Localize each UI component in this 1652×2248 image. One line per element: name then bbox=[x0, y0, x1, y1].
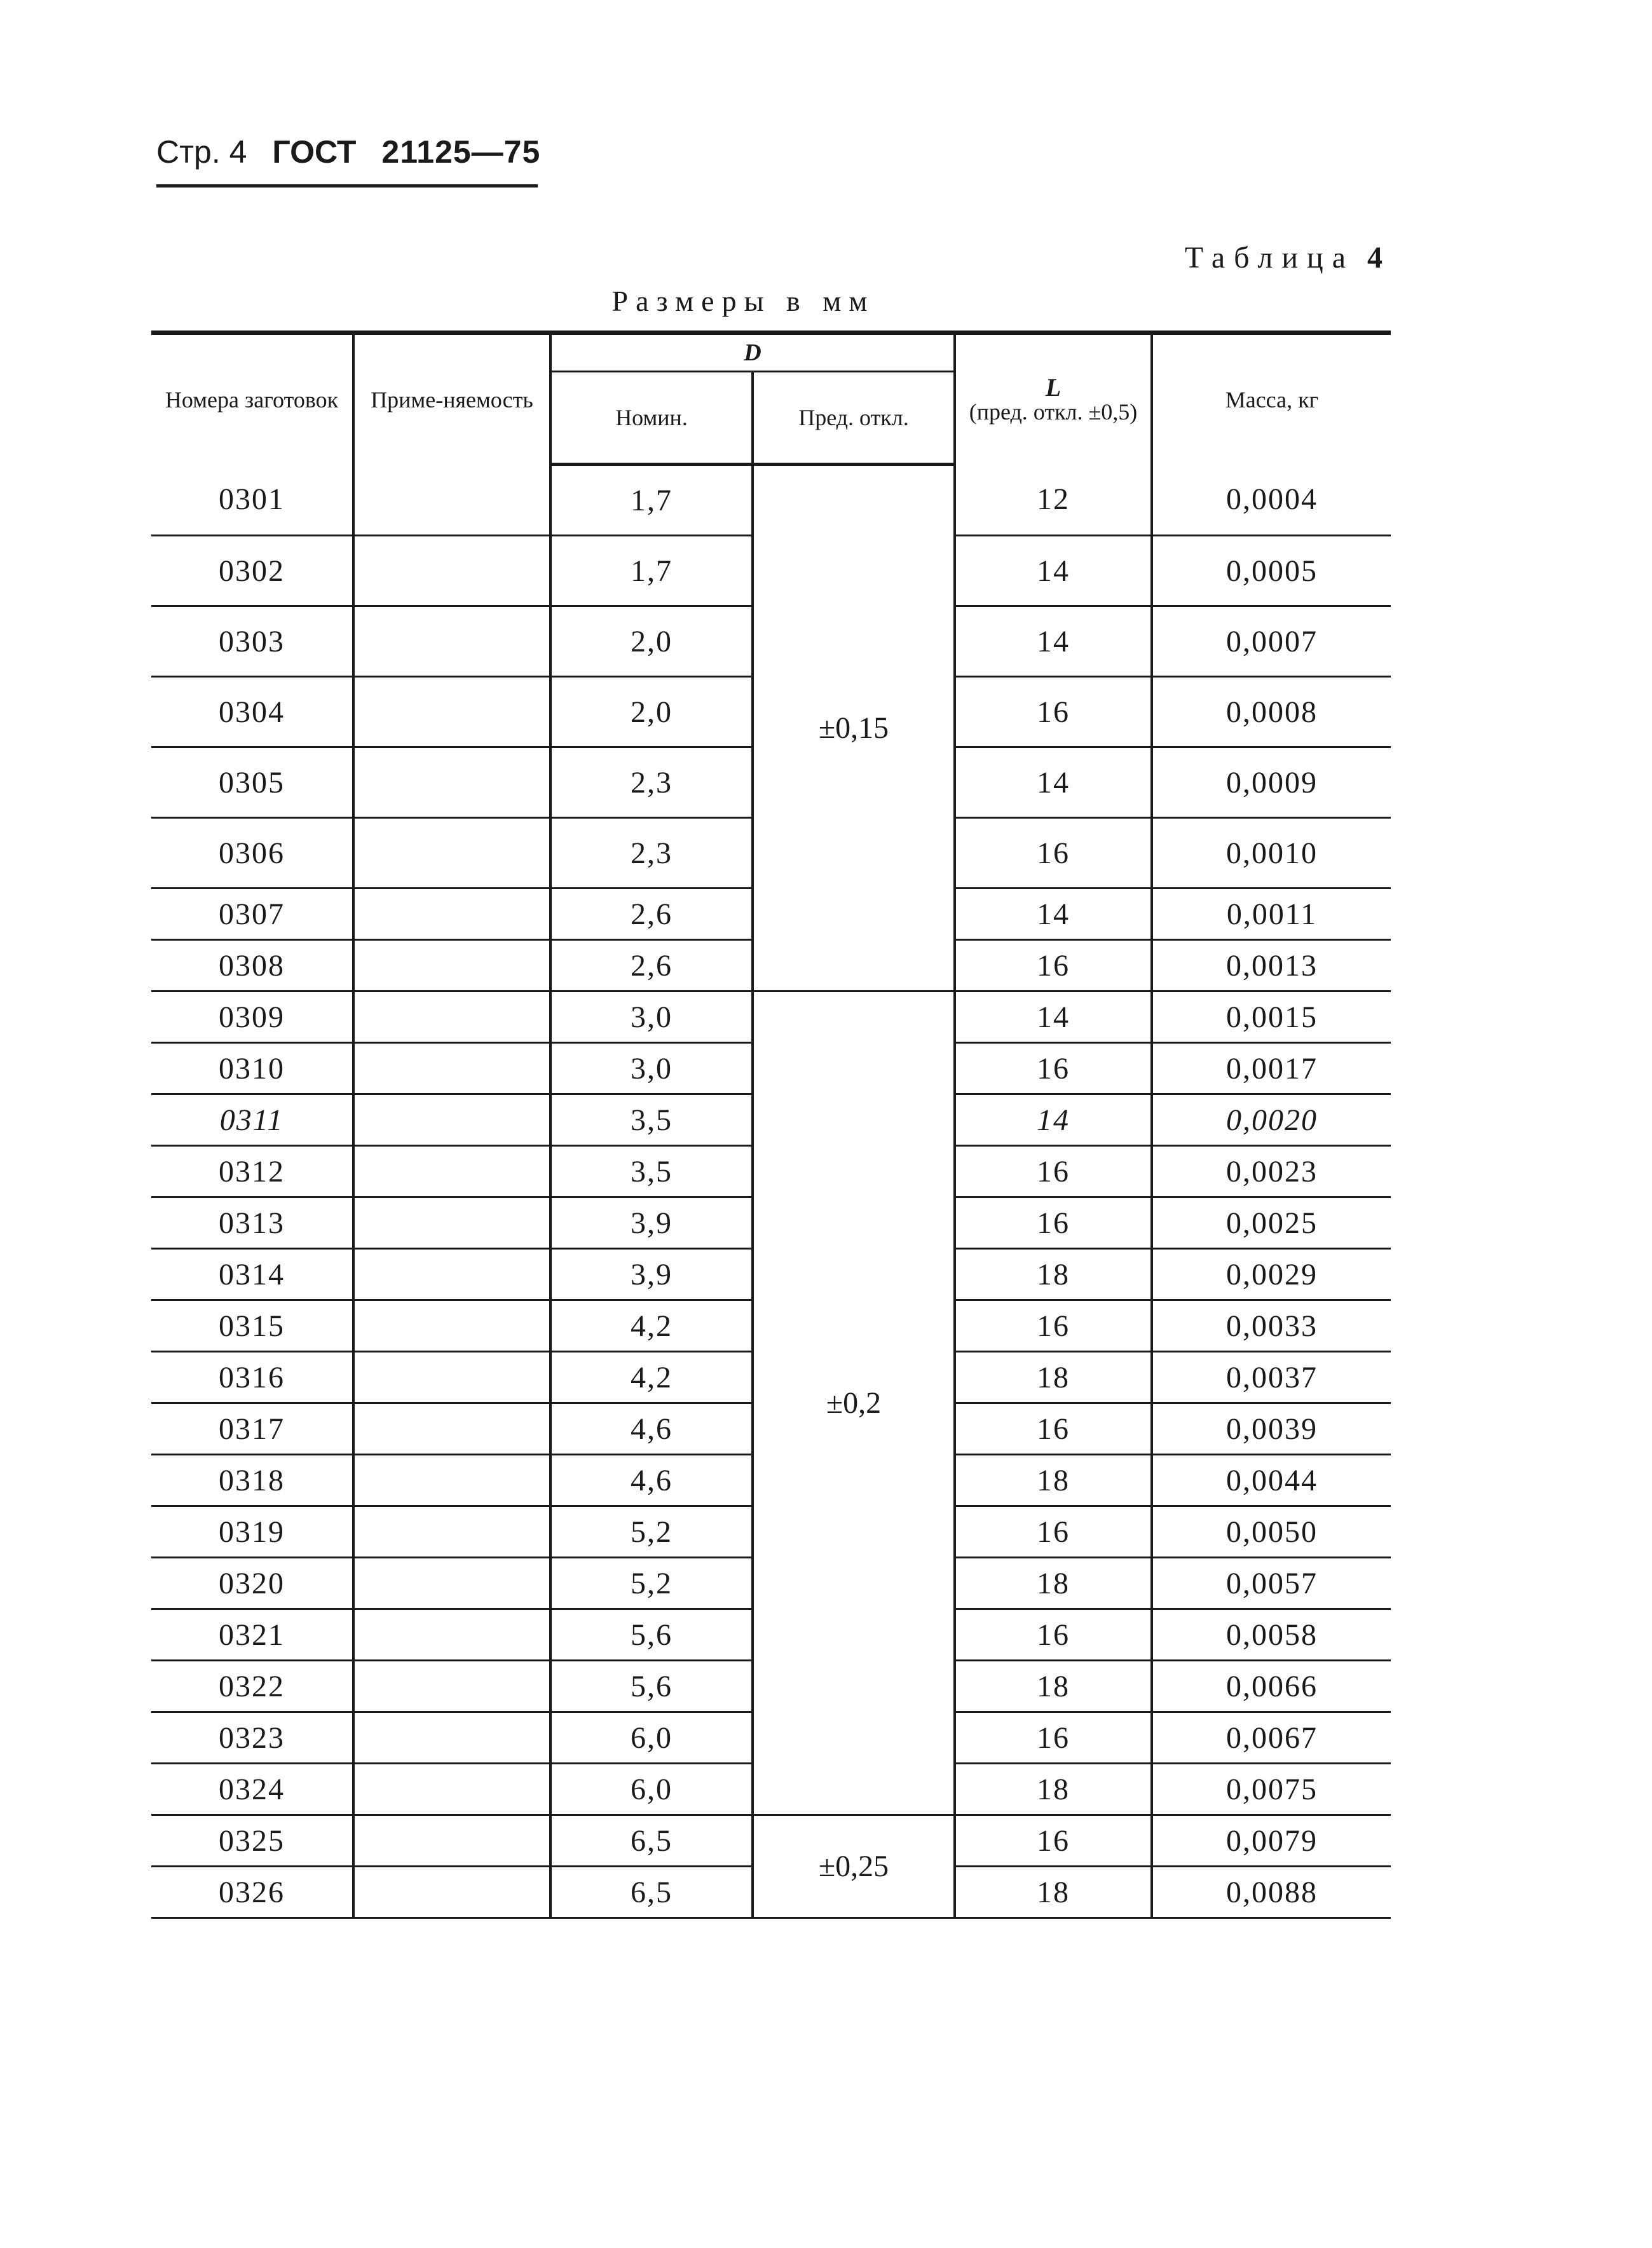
header-blank-no: Номера заготовок bbox=[151, 333, 353, 465]
cell-l: 18 bbox=[955, 1558, 1152, 1609]
cell-mass: 0,0066 bbox=[1152, 1661, 1391, 1712]
cell-l: 16 bbox=[955, 1815, 1152, 1867]
cell-l: 18 bbox=[955, 1764, 1152, 1815]
cell-applicability bbox=[353, 1043, 550, 1094]
header-d-deviation: Пред. откл. bbox=[753, 372, 955, 465]
cell-d-nominal: 3,0 bbox=[550, 991, 753, 1043]
cell-d-nominal: 5,6 bbox=[550, 1609, 753, 1661]
cell-blank-no: 0309 bbox=[151, 991, 353, 1043]
cell-applicability bbox=[353, 1609, 550, 1661]
cell-l: 18 bbox=[955, 1352, 1152, 1403]
cell-l: 16 bbox=[955, 1609, 1152, 1661]
cell-blank-no: 0301 bbox=[151, 465, 353, 536]
cell-l: 16 bbox=[955, 677, 1152, 747]
cell-l: 16 bbox=[955, 1712, 1152, 1764]
header-mass: Масса, кг bbox=[1152, 333, 1391, 465]
cell-l: 14 bbox=[955, 606, 1152, 677]
cell-applicability bbox=[353, 940, 550, 991]
standard-name: ГОСТ bbox=[272, 134, 357, 170]
cell-blank-no: 0325 bbox=[151, 1815, 353, 1867]
page-header bbox=[156, 133, 540, 170]
cell-mass: 0,0057 bbox=[1152, 1558, 1391, 1609]
cell-blank-no: 0319 bbox=[151, 1506, 353, 1558]
cell-applicability bbox=[353, 991, 550, 1043]
cell-applicability bbox=[353, 1197, 550, 1249]
cell-blank-no: 0312 bbox=[151, 1146, 353, 1197]
cell-l: 16 bbox=[955, 1506, 1152, 1558]
cell-mass: 0,0067 bbox=[1152, 1712, 1391, 1764]
cell-mass: 0,0058 bbox=[1152, 1609, 1391, 1661]
cell-mass: 0,0025 bbox=[1152, 1197, 1391, 1249]
cell-mass: 0,0011 bbox=[1152, 889, 1391, 940]
units-note-row bbox=[0, 284, 1652, 318]
cell-blank-no: 0315 bbox=[151, 1300, 353, 1352]
header-l-note: (пред. откл. ±0,5) bbox=[969, 399, 1138, 425]
cell-d-nominal: 3,9 bbox=[550, 1249, 753, 1300]
cell-applicability bbox=[353, 606, 550, 677]
cell-blank-no: 0316 bbox=[151, 1352, 353, 1403]
cell-mass: 0,0007 bbox=[1152, 606, 1391, 677]
dimensions-table bbox=[151, 330, 1391, 1919]
cell-applicability bbox=[353, 747, 550, 818]
cell-d-nominal: 6,5 bbox=[550, 1815, 753, 1867]
cell-d-deviation: ±0,15 bbox=[753, 465, 955, 991]
cell-d-nominal: 4,6 bbox=[550, 1403, 753, 1455]
cell-applicability bbox=[353, 1867, 550, 1918]
cell-mass: 0,0044 bbox=[1152, 1455, 1391, 1506]
cell-blank-no: 0321 bbox=[151, 1609, 353, 1661]
header-d-nominal: Номин. bbox=[550, 372, 753, 465]
cell-blank-no: 0308 bbox=[151, 940, 353, 991]
table-row bbox=[151, 1815, 1391, 1867]
cell-blank-no: 0322 bbox=[151, 1661, 353, 1712]
cell-d-nominal: 3,0 bbox=[550, 1043, 753, 1094]
units-note: Размеры в мм bbox=[611, 285, 875, 317]
cell-mass: 0,0079 bbox=[1152, 1815, 1391, 1867]
cell-mass: 0,0013 bbox=[1152, 940, 1391, 991]
cell-d-nominal: 1,7 bbox=[550, 465, 753, 536]
cell-blank-no: 0304 bbox=[151, 677, 353, 747]
table-row bbox=[151, 991, 1391, 1043]
cell-applicability bbox=[353, 1506, 550, 1558]
header-d-group: D bbox=[550, 333, 955, 372]
cell-d-nominal: 3,5 bbox=[550, 1146, 753, 1197]
cell-d-nominal: 2,3 bbox=[550, 818, 753, 889]
cell-d-deviation: ±0,2 bbox=[753, 991, 955, 1815]
cell-blank-no: 0310 bbox=[151, 1043, 353, 1094]
cell-l: 18 bbox=[955, 1867, 1152, 1918]
cell-blank-no: 0318 bbox=[151, 1455, 353, 1506]
header-applicability: Приме-няемость bbox=[353, 333, 550, 465]
cell-mass: 0,0029 bbox=[1152, 1249, 1391, 1300]
table-body bbox=[151, 465, 1391, 1918]
cell-l: 14 bbox=[955, 536, 1152, 606]
cell-d-nominal: 4,2 bbox=[550, 1352, 753, 1403]
cell-d-nominal: 2,6 bbox=[550, 889, 753, 940]
cell-l: 14 bbox=[955, 1094, 1152, 1146]
cell-applicability bbox=[353, 889, 550, 940]
cell-d-nominal: 2,0 bbox=[550, 606, 753, 677]
cell-l: 18 bbox=[955, 1249, 1152, 1300]
cell-l: 14 bbox=[955, 889, 1152, 940]
cell-blank-no: 0320 bbox=[151, 1558, 353, 1609]
standard-number: 21125—75 bbox=[381, 134, 541, 170]
cell-mass: 0,0015 bbox=[1152, 991, 1391, 1043]
cell-mass: 0,0008 bbox=[1152, 677, 1391, 747]
cell-applicability bbox=[353, 1249, 550, 1300]
cell-l: 16 bbox=[955, 1300, 1152, 1352]
cell-mass: 0,0023 bbox=[1152, 1146, 1391, 1197]
cell-d-nominal: 1,7 bbox=[550, 536, 753, 606]
cell-applicability bbox=[353, 1661, 550, 1712]
cell-applicability bbox=[353, 1352, 550, 1403]
header-l bbox=[955, 333, 1152, 465]
cell-d-nominal: 5,2 bbox=[550, 1506, 753, 1558]
cell-applicability bbox=[353, 536, 550, 606]
cell-mass: 0,0009 bbox=[1152, 747, 1391, 818]
table-title bbox=[1185, 240, 1391, 275]
cell-applicability bbox=[353, 1146, 550, 1197]
cell-mass: 0,0088 bbox=[1152, 1867, 1391, 1918]
cell-mass: 0,0075 bbox=[1152, 1764, 1391, 1815]
table-title-number: 4 bbox=[1367, 241, 1391, 275]
cell-mass: 0,0050 bbox=[1152, 1506, 1391, 1558]
cell-d-deviation: ±0,25 bbox=[753, 1815, 955, 1918]
cell-l: 16 bbox=[955, 1043, 1152, 1094]
table-header bbox=[151, 333, 1391, 465]
cell-d-nominal: 4,2 bbox=[550, 1300, 753, 1352]
cell-l: 16 bbox=[955, 940, 1152, 991]
cell-mass: 0,0020 bbox=[1152, 1094, 1391, 1146]
cell-blank-no: 0314 bbox=[151, 1249, 353, 1300]
table-row bbox=[151, 465, 1391, 536]
header-underline bbox=[156, 184, 538, 187]
cell-blank-no: 0303 bbox=[151, 606, 353, 677]
cell-applicability bbox=[353, 1815, 550, 1867]
cell-l: 18 bbox=[955, 1661, 1152, 1712]
cell-blank-no: 0305 bbox=[151, 747, 353, 818]
table-title-word: Таблица bbox=[1184, 241, 1355, 275]
cell-d-nominal: 3,5 bbox=[550, 1094, 753, 1146]
cell-applicability bbox=[353, 1403, 550, 1455]
cell-l: 12 bbox=[955, 465, 1152, 536]
cell-l: 14 bbox=[955, 991, 1152, 1043]
cell-blank-no: 0307 bbox=[151, 889, 353, 940]
cell-applicability bbox=[353, 1455, 550, 1506]
cell-blank-no: 0323 bbox=[151, 1712, 353, 1764]
cell-blank-no: 0306 bbox=[151, 818, 353, 889]
cell-d-nominal: 5,6 bbox=[550, 1661, 753, 1712]
cell-applicability bbox=[353, 1300, 550, 1352]
cell-applicability bbox=[353, 1094, 550, 1146]
cell-blank-no: 0324 bbox=[151, 1764, 353, 1815]
cell-d-nominal: 2,3 bbox=[550, 747, 753, 818]
cell-blank-no: 0317 bbox=[151, 1403, 353, 1455]
cell-mass: 0,0004 bbox=[1152, 465, 1391, 536]
cell-mass: 0,0037 bbox=[1152, 1352, 1391, 1403]
page-label: Стр. 4 bbox=[156, 134, 247, 170]
cell-d-nominal: 6,5 bbox=[550, 1867, 753, 1918]
cell-d-nominal: 5,2 bbox=[550, 1558, 753, 1609]
cell-d-nominal: 2,0 bbox=[550, 677, 753, 747]
cell-d-nominal: 4,6 bbox=[550, 1455, 753, 1506]
cell-l: 16 bbox=[955, 818, 1152, 889]
cell-blank-no: 0311 bbox=[151, 1094, 353, 1146]
cell-blank-no: 0313 bbox=[151, 1197, 353, 1249]
cell-d-nominal: 3,9 bbox=[550, 1197, 753, 1249]
cell-d-nominal: 2,6 bbox=[550, 940, 753, 991]
cell-d-nominal: 6,0 bbox=[550, 1764, 753, 1815]
cell-d-nominal: 6,0 bbox=[550, 1712, 753, 1764]
cell-l: 14 bbox=[955, 747, 1152, 818]
cell-applicability bbox=[353, 1764, 550, 1815]
cell-applicability bbox=[353, 818, 550, 889]
cell-blank-no: 0326 bbox=[151, 1867, 353, 1918]
cell-applicability bbox=[353, 465, 550, 536]
cell-mass: 0,0010 bbox=[1152, 818, 1391, 889]
cell-mass: 0,0005 bbox=[1152, 536, 1391, 606]
cell-applicability bbox=[353, 1712, 550, 1764]
cell-l: 18 bbox=[955, 1455, 1152, 1506]
cell-blank-no: 0302 bbox=[151, 536, 353, 606]
cell-mass: 0,0017 bbox=[1152, 1043, 1391, 1094]
cell-l: 16 bbox=[955, 1146, 1152, 1197]
cell-mass: 0,0039 bbox=[1152, 1403, 1391, 1455]
cell-mass: 0,0033 bbox=[1152, 1300, 1391, 1352]
cell-l: 16 bbox=[955, 1197, 1152, 1249]
cell-l: 16 bbox=[955, 1403, 1152, 1455]
header-l-symbol: L bbox=[1045, 372, 1062, 402]
cell-applicability bbox=[353, 1558, 550, 1609]
cell-applicability bbox=[353, 677, 550, 747]
